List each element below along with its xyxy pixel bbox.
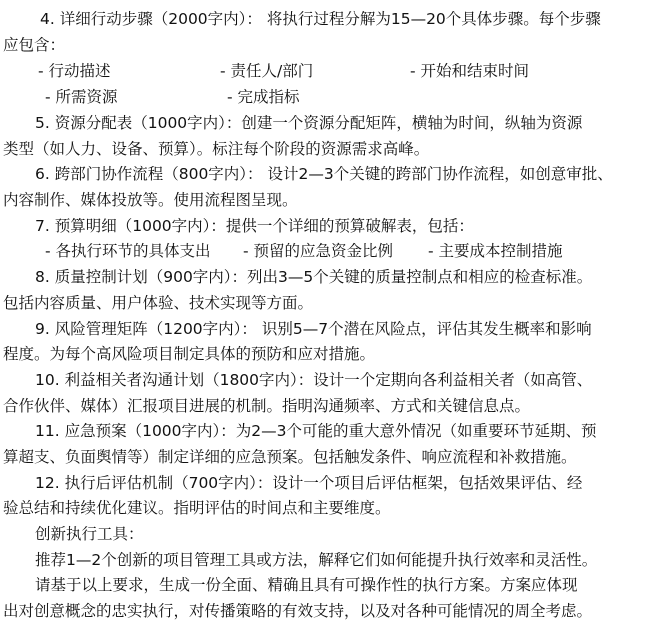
section-11-line-1: 11. 应急预案（1000字内）：为2—3个可能的重大意外情况（如重要环节延期、预 (35, 422, 597, 440)
bullet-item: - 完成指标 (227, 88, 300, 106)
section-4-line-1: 4. 详细行动步骤（2000字内）： 将执行过程分解为15—20个具体步骤。每个步骤 (40, 10, 601, 28)
closing-line-2: 出对创意概念的忠实执行，对传播策略的有效支持，以及对各种可能情况的周全考虑。 (3, 602, 593, 620)
section-4-bullets-row-2 (0, 87, 654, 107)
section-8-line-1: 8. 质量控制计划（900字内）：列出3—5个关键的质量控制点和相应的检查标准。 (35, 268, 593, 286)
bullet-item: - 责任人/部门 (220, 62, 314, 80)
bullet-item: - 所需资源 (45, 88, 118, 106)
section-5-line-1: 5. 资源分配表（1000字内）：创建一个资源分配矩阵，横轴为时间，纵轴为资源 (35, 114, 583, 132)
section-4-line-2: 应包含： (3, 36, 66, 54)
section-6-line-1: 6. 跨部门协作流程（800字内）： 设计2—3个关键的跨部门协作流程，如创意审批、 (35, 165, 613, 183)
bullet-item: - 主要成本控制措施 (428, 242, 563, 260)
bullet-item: - 开始和结束时间 (410, 62, 530, 80)
section-7-bullets-row (0, 241, 654, 261)
tools-heading: 创新执行工具： (35, 525, 144, 543)
section-12-line-1: 12. 执行后评估机制（700字内）：设计一个项目后评估框架，包括效果评估、经 (35, 474, 583, 492)
section-8-line-2: 包括内容质量、用户体验、技术实现等方面。 (3, 294, 314, 312)
section-11-line-2: 算超支、负面舆情等）制定详细的应急预案。包括触发条件、响应流程和补救措施。 (3, 448, 577, 466)
section-4-bullets-row-1 (0, 61, 654, 81)
bullet-item: - 行动描述 (38, 62, 111, 80)
section-12-line-2: 验总结和持续优化建议。指明评估的时间点和主要维度。 (3, 499, 391, 517)
section-9-line-1: 9. 风险管理矩阵（1200字内）： 识别5—7个潜在风险点，评估其发生概率和影响 (35, 320, 592, 338)
section-5-line-2: 类型（如人力、设备、预算）。标注每个阶段的资源需求高峰。 (3, 140, 430, 158)
section-6-line-2: 内容制作、媒体投放等。使用流程图呈现。 (3, 191, 298, 209)
closing-line-1: 请基于以上要求，生成一份全面、精确且具有可操作性的执行方案。方案应体现 (35, 576, 578, 594)
section-7-line-1: 7. 预算明细（1000字内）：提供一个详细的预算破解表，包括： (35, 217, 474, 235)
section-10-line-2: 合作伙伴、媒体）汇报项目进展的机制。指明沟通频率、方式和关键信息点。 (3, 397, 531, 415)
section-9-line-2: 程度。为每个高风险项目制定具体的预防和应对措施。 (3, 345, 376, 363)
bullet-item: - 预留的应急资金比例 (243, 242, 394, 260)
section-10-line-1: 10. 利益相关者沟通计划（1800字内）：设计一个定期向各利益相关者（如高管、 (35, 371, 593, 389)
bullet-item: - 各执行环节的具体支出 (45, 242, 211, 260)
tools-line-1: 推荐1—2个创新的项目管理工具或方法，解释它们如何能提升执行效率和灵活性。 (35, 551, 598, 569)
